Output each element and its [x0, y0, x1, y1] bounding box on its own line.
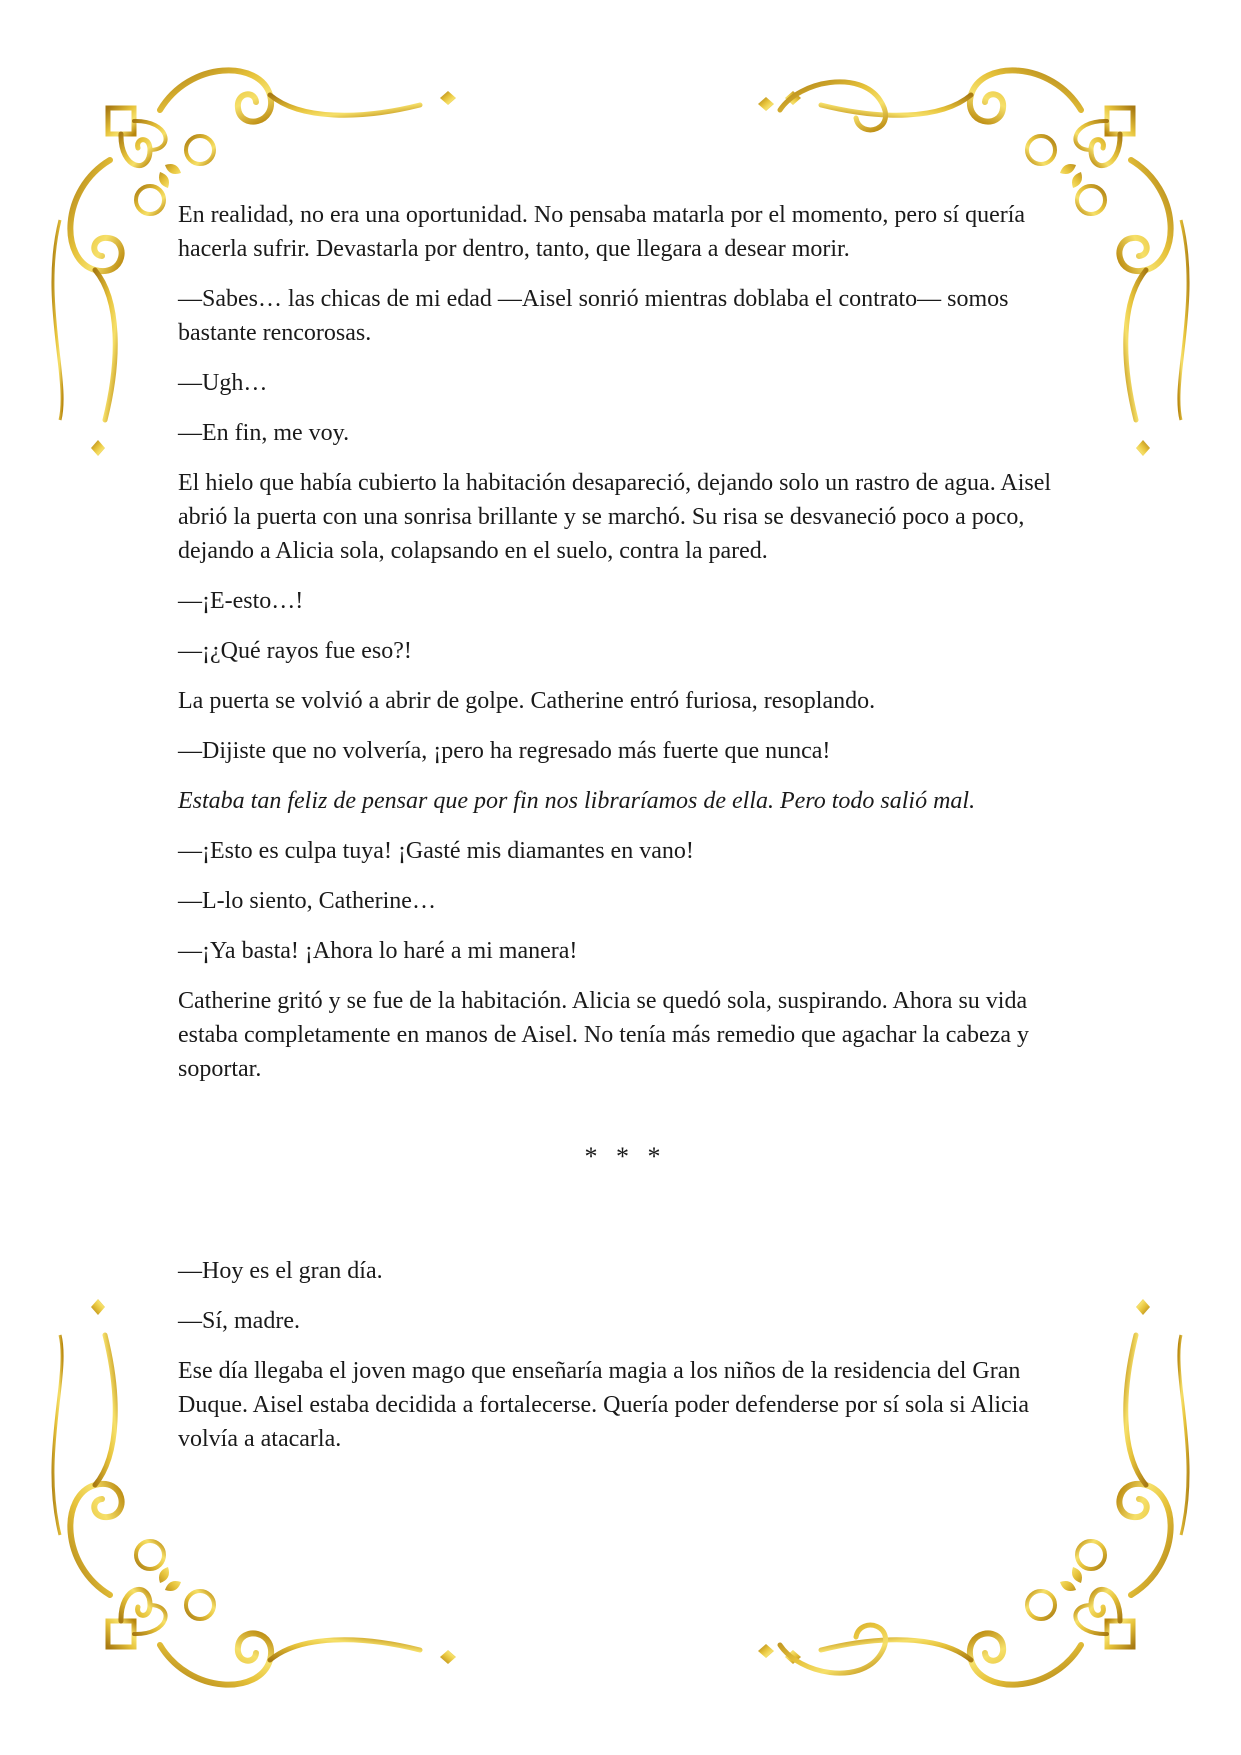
paragraph: En realidad, no era una oportunidad. No pensaba matarla por el momento, pero sí quería hacerla sufrir. Devastarla por dentro, tanto, que llegara a desear morir.	[178, 202, 1026, 262]
paragraph: —Ugh…	[178, 370, 268, 396]
paragraph: —¡E-esto…!	[178, 588, 304, 614]
paragraph: Estaba tan feliz de pensar que por fin nos libraríamos de ella. Pero todo salió mal.	[178, 788, 976, 814]
document-body	[178, 198, 1073, 1472]
scene-separator: * * *	[584, 1142, 667, 1171]
paragraph: —¡Ya basta! ¡Ahora lo haré a mi manera!	[178, 938, 578, 964]
paragraphs-bottom	[178, 1254, 1073, 1456]
paragraph: —Hoy es el gran día.	[178, 1258, 383, 1284]
paragraph: —¡Esto es culpa tuya! ¡Gasté mis diamantes en vano!	[178, 838, 694, 864]
paragraph: —¡¿Qué rayos fue eso?!	[178, 638, 412, 664]
paragraph: —Dijiste que no volvería, ¡pero ha regresado más fuerte que nunca!	[178, 738, 831, 764]
paragraph: —L-lo siento, Catherine…	[178, 888, 436, 914]
paragraph: —Sabes… las chicas de mi edad —Aisel sonrió mientras doblaba el contrato— somos bastante rencorosas.	[178, 286, 1009, 346]
paragraph: —En fin, me voy.	[178, 420, 350, 446]
paragraphs-top	[178, 198, 1073, 1086]
paragraph: Catherine gritó y se fue de la habitación. Alicia se quedó sola, suspirando. Ahora su vida estaba completamente en manos de Aisel. No tenía más remedio que agachar la cabeza y soportar.	[178, 988, 1029, 1082]
paragraph: La puerta se volvió a abrir de golpe. Catherine entró furiosa, resoplando.	[178, 688, 876, 714]
paragraph: Ese día llegaba el joven mago que enseñaría magia a los niños de la residencia del Gran Duque. Aisel estaba decidida a fortalecerse. Quería poder defenderse por sí sola si Alicia volvía a atacarla.	[178, 1358, 1030, 1452]
paragraph: El hielo que había cubierto la habitación desapareció, dejando solo un rastro de agua. Aisel abrió la puerta con una sonrisa brillante y se marchó. Su risa se desvaneció poco a poco, dejando a Alicia sola, colapsando en el suelo, contra la pared.	[178, 470, 1052, 564]
paragraph: —Sí, madre.	[178, 1308, 300, 1334]
